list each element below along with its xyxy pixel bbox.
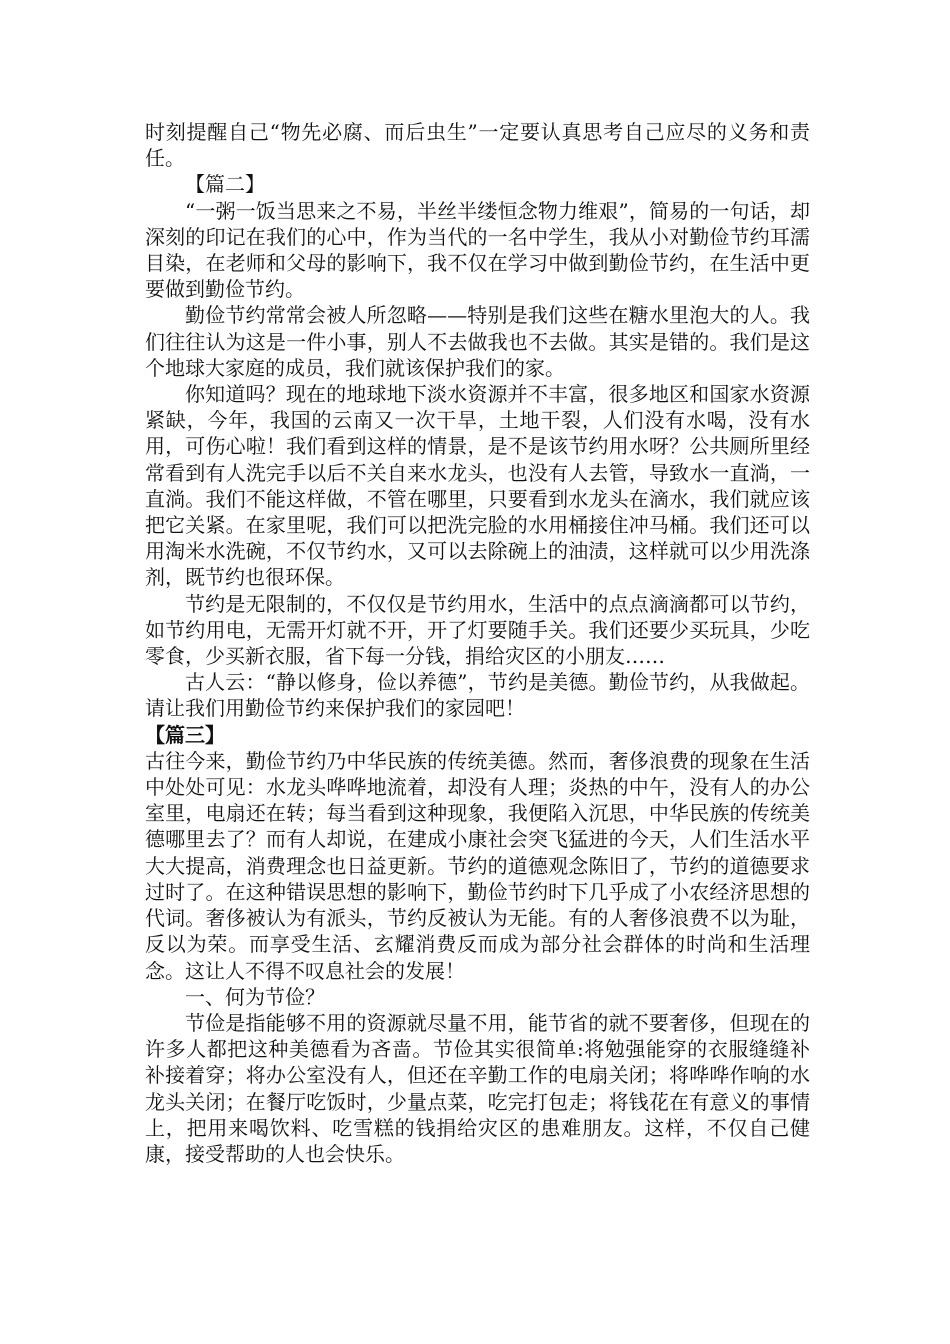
paragraph: 古人云：“静以修身，俭以养德”，节约是美德。勤俭节约，从我做起。请让我们用勤俭节约来保护我们的家园吧！ <box>145 670 810 721</box>
paragraph: 节俭是指能够不用的资源就尽量不用，能节省的就不要奢侈，但现在的许多人都把这种美德看为吝啬。节俭其实很简单:将勉强能穿的衣服缝缝补补接着穿；将办公室没有人，但还在辛勤工作的电扇关闭；将哗哗作响的水龙头关闭；在餐厅吃饭时，少量点菜，吃完打包走；将钱花在有意义的事情上，把用来喝饮料、吃雪糕的钱捐给灾区的患难朋友。这样，不仅自己健康，接受帮助的人也会快乐。 <box>145 1010 810 1166</box>
paragraph: 节约是无限制的，不仅仅是节约用水，生活中的点点滴滴都可以节约，如节约用电，无需开灯就不开，开了灯要随手关。我们还要少买玩具，少吃零食，少买新衣服，省下每一分钱，捐给灾区的小朋友…… <box>145 591 810 669</box>
section-heading-part-two: 【篇二】 <box>185 172 265 197</box>
paragraph: 勤俭节约常常会被人所忽略——特别是我们这些在糖水里泡大的人。我们往往认为这是一件小事，别人不去做我也不去做。其实是错的。我们是这个地球大家庭的成员，我们就该保护我们的家。 <box>145 303 810 380</box>
section-heading-part-three: 【篇三】 <box>145 722 225 747</box>
paragraph: 古往今来，勤俭节约乃中华民族的传统美德。然而，奢侈浪费的现象在生活中处处可见：水龙头哗哗地流着，却没有人理；炎热的中午，没有人的办公室里，电扇还在转；每当看到这种现象，我便陷入沉思，中华民族的传统美德哪里去了？而有人却说，在建成小康社会突飞猛进的今天，人们生活水平大大提高，消费理念也日益更新。节约的道德观念陈旧了，节约的道德要求过时了。在这种错误思想的影响下，勤俭节约时下几乎成了小农经济思想的代词。奢侈被认为有派头，节约反被认为无能。有的人奢侈浪费不以为耻，反以为荣。而享受生活、玄耀消费反而成为部分社会群体的时尚和生活理念。这让人不得不叹息社会的发展！ <box>145 748 810 983</box>
paragraph: “一粥一饭当思来之不易，半丝半缕恒念物力维艰”，简易的一句话，却深刻的印记在我们的心中，作为当代的一名中学生，我从小对勤俭节约耳濡目染，在老师和父母的影响下，我不仅在学习中做到勤俭节约，在生活中更要做到勤俭节约。 <box>145 198 810 302</box>
document-body <box>145 119 810 1167</box>
paragraph: 你知道吗？现在的地球地下淡水资源并不丰富，很多地区和国家水资源紧缺，今年，我国的云南又一次干旱，土地干裂，人们没有水喝，没有水用，可伤心啦！我们看到这样的情景，是不是该节约用水呀？公共厕所里经常看到有人洗完手以后不关自来水龙头，也没有人去管，导致水一直淌，一直淌。我们不能这样做，不管在哪里，只要看到水龙头在滴水，我们就应该把它关紧。在家里呢，我们可以把洗完脸的水用桶接住冲马桶。我们还可以用淘米水洗碗，不仅节约水，又可以去除碗上的油渍，这样就可以少用洗涤剂，既节约也很环保。 <box>145 382 810 590</box>
subheading: 一、何为节俭？ <box>185 984 325 1009</box>
paragraph-continuation: 时刻提醒自己“物先必腐、而后虫生”一定要认真思考自己应尽的义务和责任。 <box>145 120 810 171</box>
